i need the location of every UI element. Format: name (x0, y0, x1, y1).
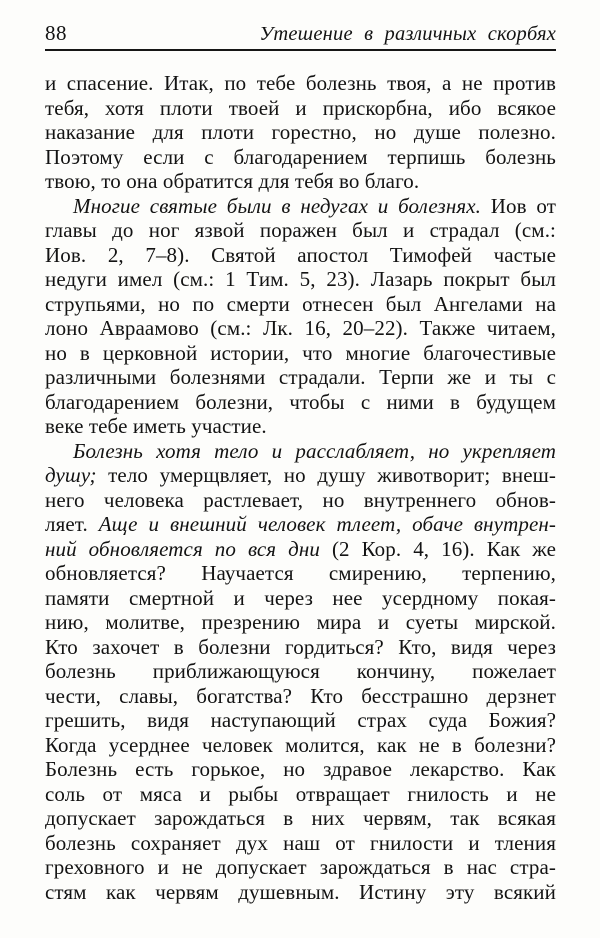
text-line (45, 218, 556, 243)
text-run: твою, то она обратится для тебя во благо. (45, 169, 420, 193)
text-line (45, 537, 556, 562)
text-line (45, 855, 556, 880)
text-run: тело умерщвляет, но душу животворит; внеш- (96, 463, 556, 487)
text-line (45, 365, 556, 390)
text-run: Иов от (480, 193, 556, 218)
text-run: главы до ног язвой поражен был и страдал (см.: (45, 218, 556, 242)
text-run: ляет. (45, 512, 99, 536)
text-run: благодарением болезни, чтобы с ними в будущем (45, 389, 556, 414)
text-run: и спасение. Итак, по тебе болезнь твоя, а не против (45, 71, 556, 95)
text-line (45, 390, 556, 415)
text-run: Аще и внешний человек тлеет, обаче внутрен- (98, 512, 556, 536)
text-line (45, 439, 556, 464)
text-run: него человека растлевает, но внутреннего обнов- (45, 487, 556, 512)
text-line (45, 880, 556, 905)
text-line (45, 586, 556, 611)
page-header (45, 21, 556, 46)
text-run: грешить, видя наступающий страх суда Божия? (45, 708, 556, 732)
text-run: Многие святые были в недугах и болезнях. (73, 193, 481, 218)
text-line (45, 145, 556, 170)
text-run: обновляется? Научается смирению, терпению, (45, 561, 556, 585)
text-line (45, 635, 556, 660)
text-run: Кто захочет в болезни гордиться? Кто, видя через (45, 634, 556, 659)
text-line (45, 96, 556, 121)
text-run: струпьями, но по смерти отнесен был Ангелами на (45, 291, 556, 316)
text-line (45, 71, 556, 96)
text-run: Болезнь есть горькое, но здравое лекарство. Как (45, 757, 556, 781)
page-number: 88 (45, 21, 67, 45)
text-run: нию, молитве, презрению мира и суеты мирской. (45, 610, 556, 634)
text-line (45, 267, 556, 292)
text-run: лоно Авраамово (см.: Лк. 16, 20–22). Также читаем, (45, 316, 556, 340)
text-run: тебя, хотя плоти твоей и прискорбна, ибо всякое (45, 95, 556, 120)
text-line (45, 169, 556, 194)
text-run: Когда усерднее человек молится, как не в болезни? (45, 732, 556, 757)
text-line (45, 659, 556, 684)
text-line (45, 512, 556, 537)
running-title: Утешение в различных скорбях (259, 23, 556, 45)
text-line (45, 316, 556, 341)
text-run: ний обновляется по вся дни (45, 536, 320, 561)
text-run: допускает зарождаться в них червям, так всякая (45, 806, 556, 830)
text-line (45, 733, 556, 758)
text-line (45, 120, 556, 145)
text-run: памяти смертной и через нее усердному покая- (45, 585, 556, 610)
text-run: стям как червям душевным. Истину эту всякий (45, 879, 556, 904)
text-line (45, 463, 556, 488)
text-line (45, 684, 556, 709)
text-line (45, 243, 556, 268)
text-run: соль от мяса и рыбы отвращает гнилость и не (45, 781, 556, 806)
text-line (45, 610, 556, 635)
text-line (45, 708, 556, 733)
text-run: различными болезнями страдали. Терпи же и ты с (45, 365, 556, 389)
text-line (45, 292, 556, 317)
text-run: душу; (45, 463, 97, 487)
text-line (45, 414, 556, 439)
text-line (45, 488, 556, 513)
text-run: наказание для плоти горестно, но душе полезно. (45, 120, 556, 144)
text-line (45, 561, 556, 586)
text-run: Иов. 2, 7–8). Святой апостол Тимофей частые (45, 242, 556, 267)
text-run: болезнь сохраняет дух наш от гнилости и тления (45, 830, 556, 855)
text-run: чести, славы, богатства? Кто бесстрашно дерзнет (45, 683, 556, 708)
text-line (45, 341, 556, 366)
text-run: Поэтому если с благодарением терпишь болезнь (45, 144, 556, 169)
text-line (45, 806, 556, 831)
text-run: (2 Кор. 4, 16). Как же (319, 536, 556, 561)
text-run: веке тебе иметь участие. (45, 414, 267, 438)
text-run: болезнь приближающуюся кончину, пожелает (45, 659, 556, 683)
text-run: недуги имел (см.: 1 Тим. 5, 23). Лазарь покрыт был (45, 267, 556, 291)
header-rule (45, 49, 556, 51)
text-line (45, 831, 556, 856)
text-line (45, 757, 556, 782)
text-line (45, 782, 556, 807)
text-line (45, 194, 556, 219)
page-body (45, 71, 556, 904)
text-run: Болезнь хотя тело и расслабляет, но укрепляет (73, 438, 556, 463)
text-run: но в церковной истории, что многие благочестивые (45, 340, 556, 365)
text-run: греховного и не допускает зарождаться в нас стра- (45, 855, 556, 879)
